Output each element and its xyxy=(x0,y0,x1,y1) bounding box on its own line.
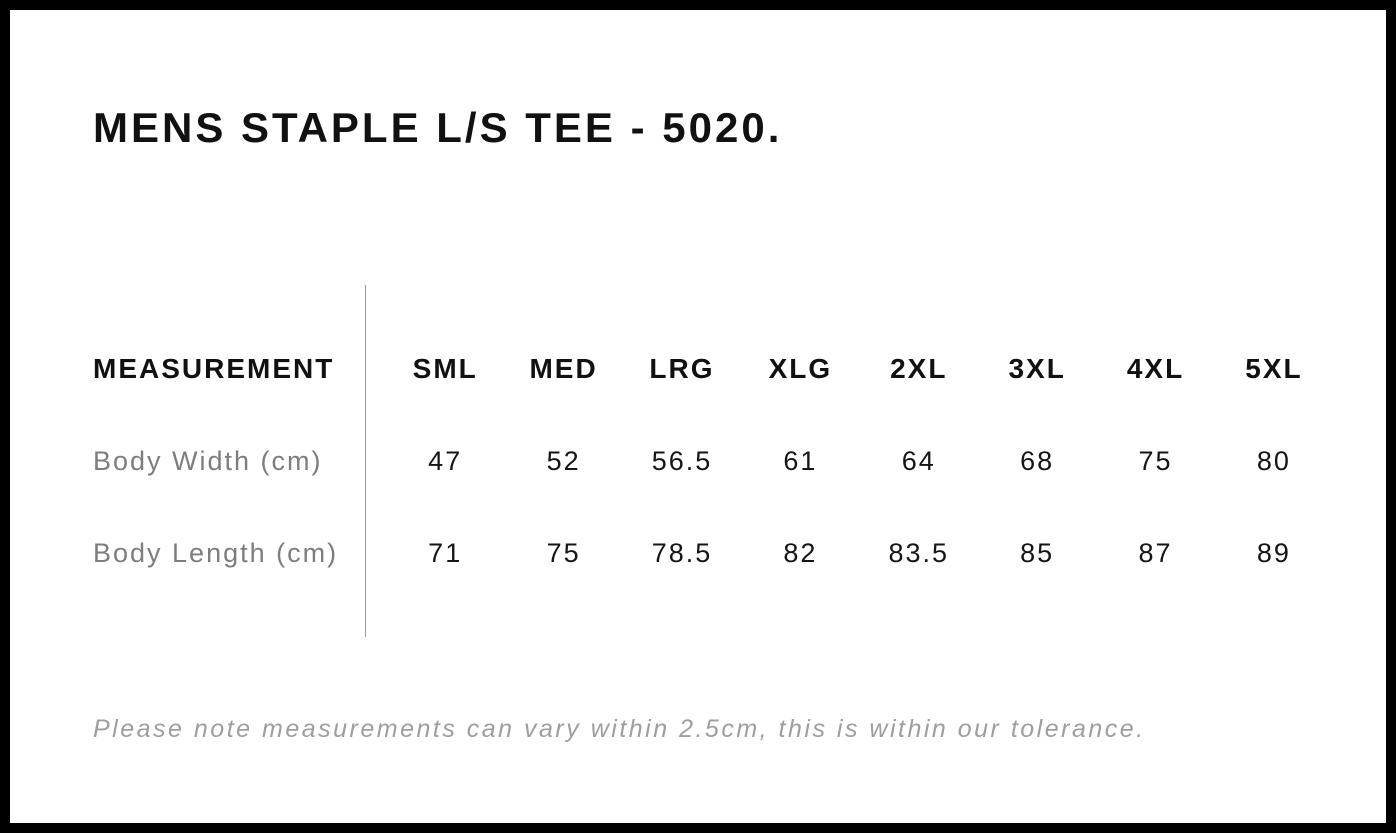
column-header-2xl: 2XL xyxy=(890,353,948,384)
body-width-sml: 47 xyxy=(428,445,463,476)
size-table xyxy=(93,323,1333,599)
row-label: Body Length (cm) xyxy=(93,537,339,568)
row-label: Body Width (cm) xyxy=(93,445,323,476)
table-row-body-width xyxy=(93,415,1333,507)
column-header-4xl: 4XL xyxy=(1126,353,1185,384)
column-header-xlg: XLG xyxy=(768,353,833,384)
body-width-xlg: 61 xyxy=(783,445,818,476)
body-width-med: 52 xyxy=(546,445,581,476)
column-header-lrg: LRG xyxy=(649,353,715,384)
body-width-5xl: 80 xyxy=(1256,445,1291,476)
column-header-measurement: MEASUREMENT xyxy=(93,353,335,384)
page-title: MENS STAPLE L/S TEE - 5020. xyxy=(93,104,783,151)
body-length-med: 75 xyxy=(546,537,581,568)
table-row-body-length xyxy=(93,507,1333,599)
body-length-5xl: 89 xyxy=(1256,537,1291,568)
table-header-row xyxy=(93,323,1333,415)
body-length-3xl: 85 xyxy=(1020,537,1055,568)
column-header-med: MED xyxy=(529,353,598,384)
body-width-3xl: 68 xyxy=(1020,445,1055,476)
body-length-2xl: 83.5 xyxy=(888,537,950,568)
column-header-sml: SML xyxy=(412,353,478,384)
body-length-lrg: 78.5 xyxy=(651,537,713,568)
body-length-xlg: 82 xyxy=(783,537,818,568)
body-length-sml: 71 xyxy=(428,537,463,568)
column-header-3xl: 3XL xyxy=(1008,353,1066,384)
tolerance-note: Please note measurements can vary within 2.5cm, this is within our tolerance. xyxy=(93,715,1146,743)
body-width-4xl: 75 xyxy=(1138,445,1173,476)
body-width-lrg: 56.5 xyxy=(651,445,713,476)
body-length-4xl: 87 xyxy=(1138,537,1173,568)
body-width-2xl: 64 xyxy=(901,445,936,476)
column-header-5xl: 5XL xyxy=(1245,353,1303,384)
